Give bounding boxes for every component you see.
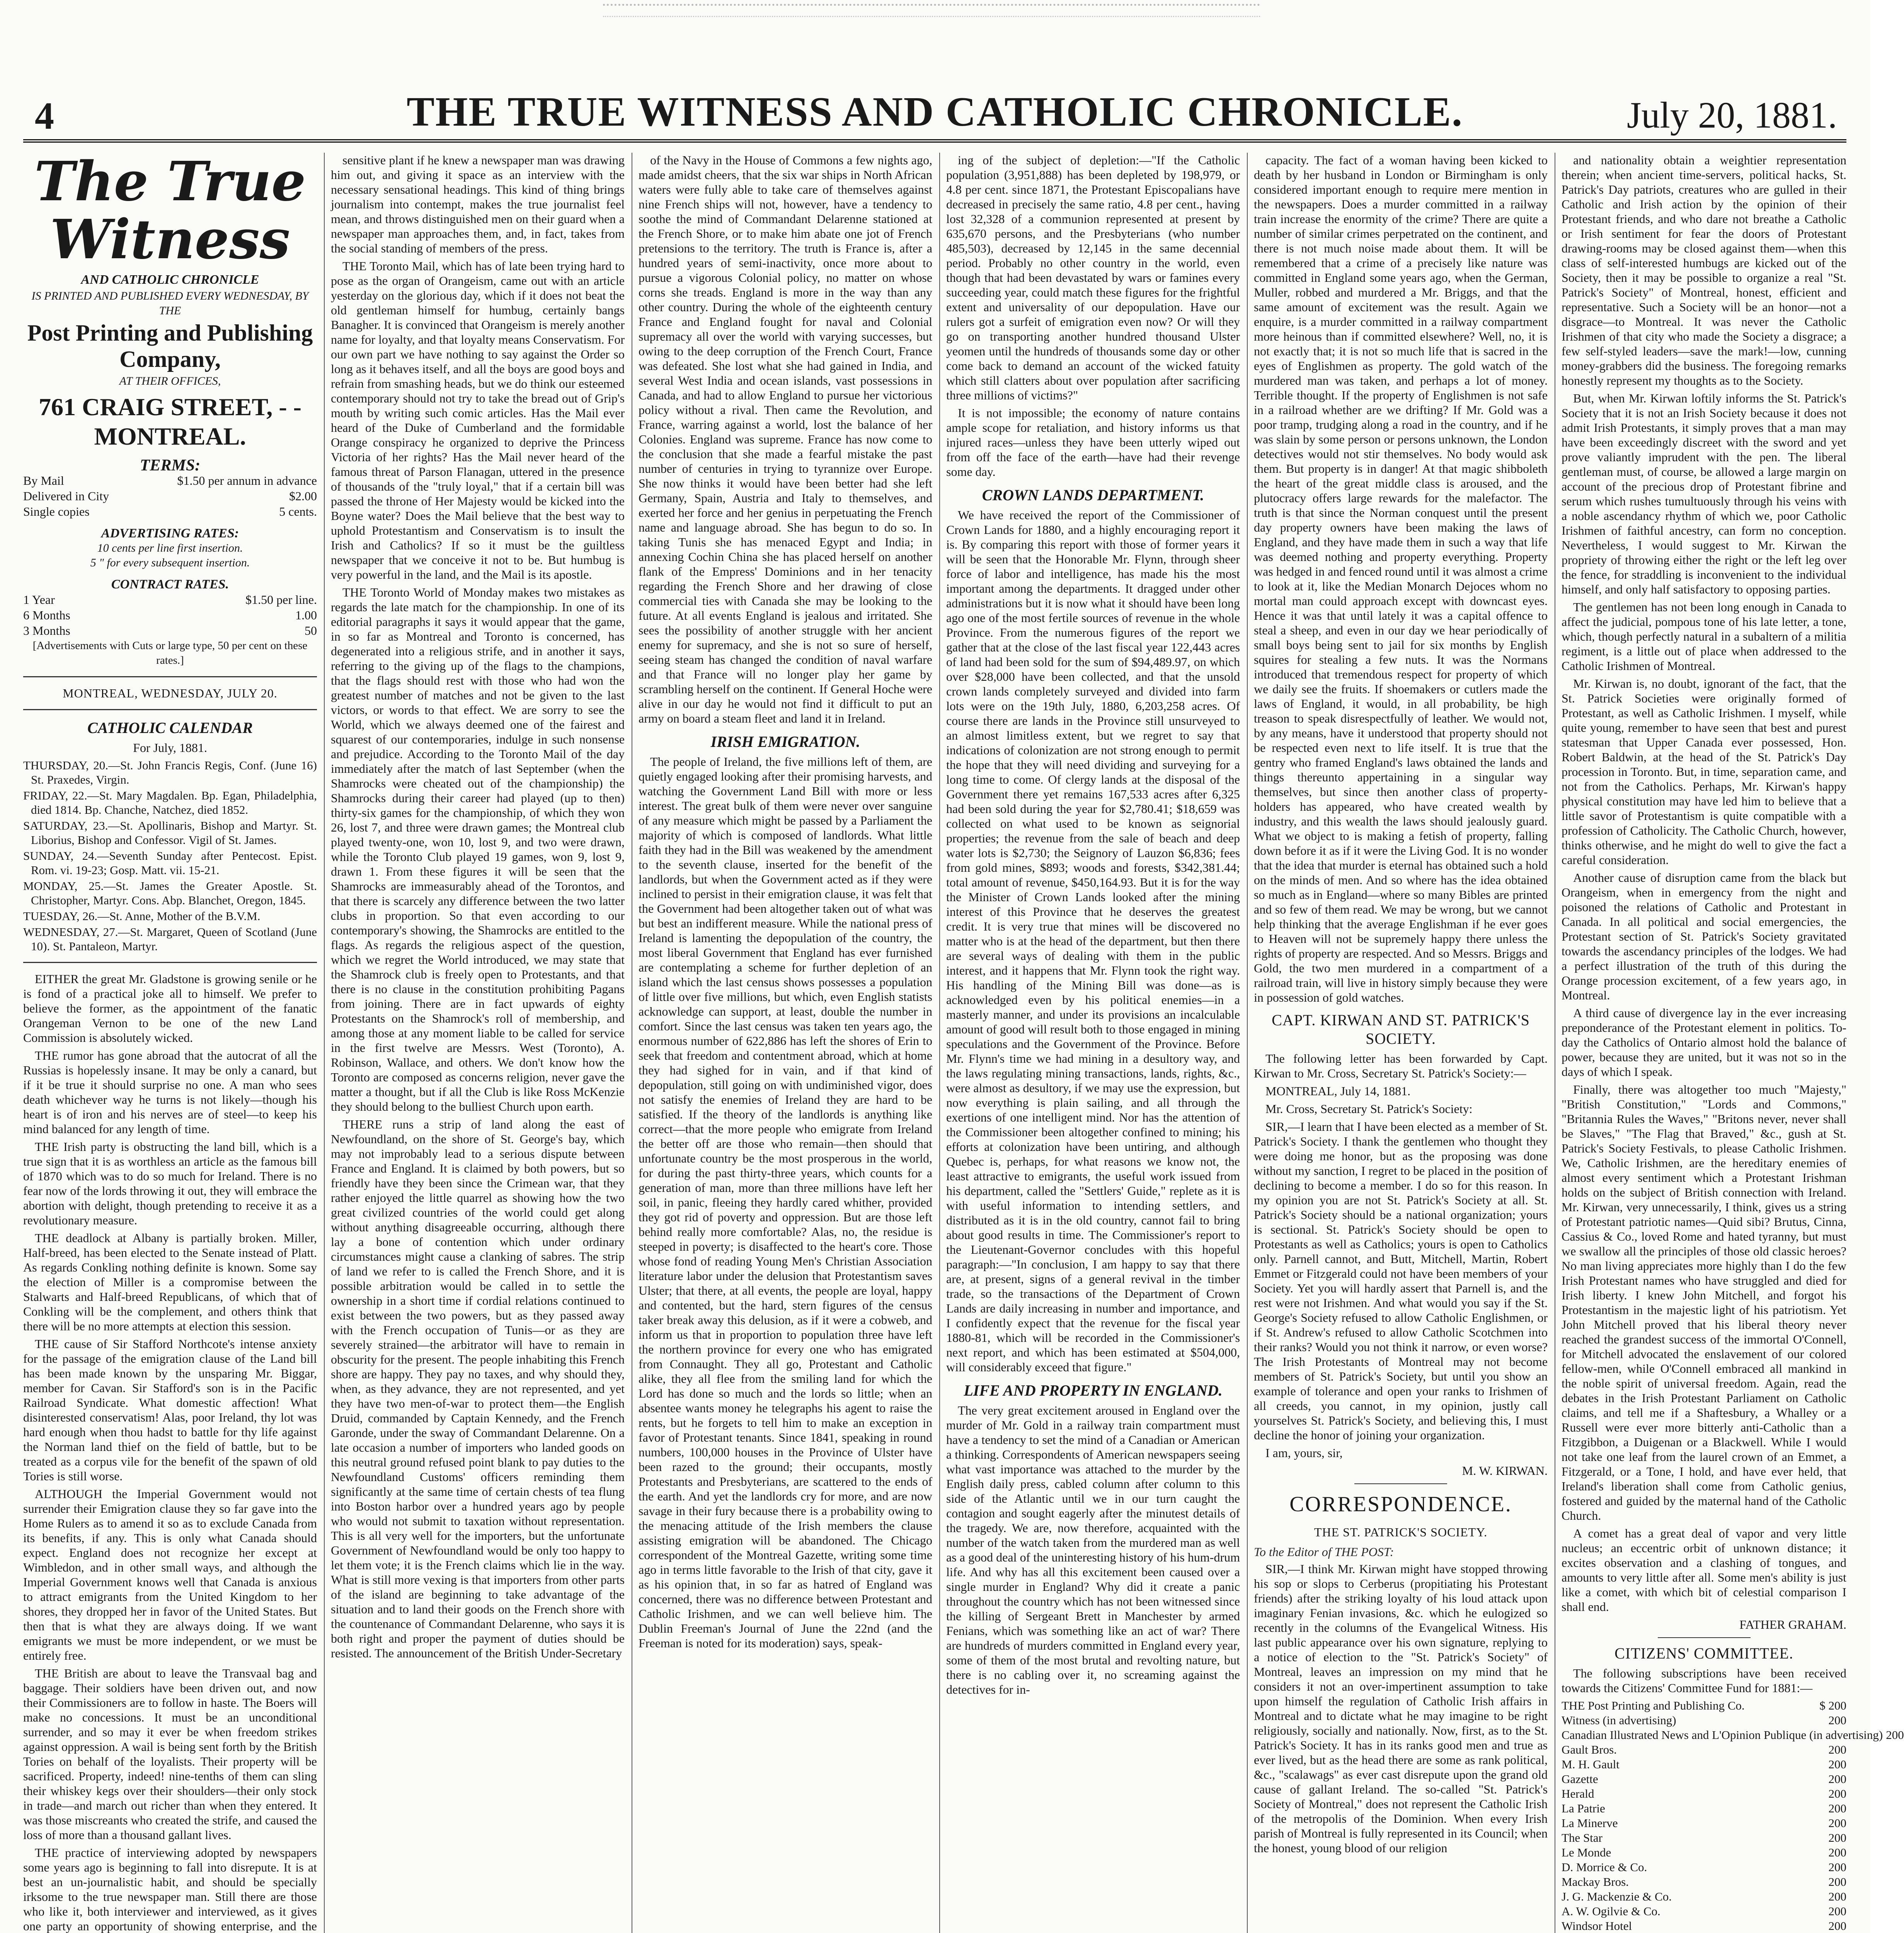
column-3-editorials [639,153,932,726]
subscription-row [1562,1772,1846,1786]
contract-row: 1 Year $1.50 per line. [23,593,317,607]
correspondence-subheading: THE ST. PATRICK'S SOCIETY. [1314,1525,1488,1539]
divider [23,962,317,963]
life-property-heading: LIFE AND PROPERTY IN ENGLAND. [964,1382,1223,1399]
kirwan-heading: CAPT. KIRWAN AND ST. PATRICK'S SOCIETY. [1272,1011,1530,1047]
paragraph: THERE runs a strip of land along the east of Newfoundland, on the shore of St. George's bay, which may not improbably lead to a serious dispute between France and England. It is claimed by both powers, but so friendly have they been since the Crimean war, that they rather enjoyed the little quarrel as showing how the two great civilized countries of the world could get along without anything disagreeable occurring, although there lay a bone of contention which under ordinary circumstances might cause a clanking of sabres. The strip of land we refer to is called the French Shore, and it is possible arbitration would be called in to settle the ownership in a short time if cordial relations continued to exist between the two powers, but as they passed away with the French occupation of Tunis—or as they are severely strained—the arbitrator will have to remain in obscurity for the present. The people inhabiting this French shore are happy. They pay no taxes, and why should they, when, as they advance, they are not represented, and yet they have two men-of-war to protect them—the English Druid, commanded by Captain Kennedy, and the French Garonde, under the sway of Commandant Delarenne. On a late occasion a number of importers who landed goods on this neutral ground refused point blank to pay duties to the Newfoundland Customs' officers reminding them significantly at the same time of certain chests of tea flung into Boston harbor over a hundred years ago by people who would not submit to taxation without representation. This is all very well for the importers, but the unfortunate Government of Newfoundland would be only too happy to let them vote; it is the French claims which lie in the way. What is still more vexing is that importers from other parts of the island are beginning to take advantage of the situation and to land their goods on the French shore with the countenance of Commandant Delarenne, who says it is both right and proper the payment of duties should be resisted. The announcement of the British Under-Secretary [331,1117,625,1660]
advertising-rate: 10 cents per line first insertion. [97,542,243,554]
paragraph: It is not impossible; the economy of nature contains ample scope for retaliation, and history informs us that injured races—unless they have been utterly wiped out from off the face of the earth—have had their revenge some day. [946,406,1240,479]
subscription-row [1562,1728,1904,1742]
correspondence-heading: CORRESPONDENCE. [1289,1492,1512,1516]
paragraph: THE deadlock at Albany is partially broken. Miller, Half-breed, has been elected to the Senate instead of Platt. As regards Conkling nothing definite is known. Some say the election of Miller is a compromise between the Stalwarts and Half-breed Republicans, of which that of Conkling will be the complement, and others think that there will be no more attempts at election this session. [23,1231,317,1333]
paragraph: capacity. The fact of a woman having been kicked to death by her husband in London or Birmingham is only considered important enough to require mere mention in the newspapers. Does a murder committed in a railway train increase the enormity of the crime? There are quite a number of similar crimes perpetrated on the continent, and there is not much noise made about them. It will be remembered that a crime of a precisely like nature was committed in England some years ago, when the German, Muller, robbed and murdered a Mr. Briggs, and that the same amount of excitement was the result. Again we enquire, is a murder committed in a railway compartment more heinous than if committed elsewhere? Well, no, it is not exactly that; it is not so much life that is sacred in the eyes of Englishmen as property. The gold watch of the murdered man was taken, and perhaps a lot of money. Terrible thought. If the property of Englishmen is not safe in a railroad whether are we drifting? If Mr. Gold was a poor tramp, trudging along a road in the country, and if he was slain by some person or persons unknown, the London detectives would not stir themselves. No body would ask them. But property is in danger! At that magic shibboleth the heart of the great middle class is aroused, and the plutocracy offers large rewards for the malefactor. The truth is that since the Norman conquest until the present day property owners have been making the laws of England, and they have made them in such a way that life was deemed nothing and property everything. Property was hedged in and fenced round until it was almost a crime to look at it, like the Median Monarch Dejoces whom no mortal man could approach except with downcast eyes. Hence it was that until lately it was a capital offence to steal a sheep, and even in our day we hear periodically of small boys being sent to jail for six months by English squires for stealing a few nuts. It was the Normans introduced that tremendous respect for property of which we daily see the fruits. If shoemakers or cutlers made the laws of England, it would, in all probability, be high treason to speak disrespectfully of leather. We would not, by any means, have it understood that property should not be respected even next to life itself. It is true that the gentry who framed England's laws obtained the lands and things thereunto appertaining in a singular way themselves, but since then another class of property-holders has appeared, who have created wealth by industry, and this wealth the laws should jealously guard. What we object to is making a fetish of property, falling down before it as if it were the Living God. It is no wonder that the idea that murder is eternal has obtained such a hold on the minds of men. And so where has the idea obtained so much as in England—where so many Bibles are printed and so few of them read. We may be wrong, but we cannot help thinking that the average Englishman if he ever goes to Heaven will not be supremely happy there unless the rights of property are respected. And so Messrs. Briggs and Gold, the two men murdered in a compartment of a railroad train, will live in history simply because they were in possession of gold watches. [1254,153,1548,1004]
subscriber-name: THE Post Printing and Publishing Co. [1562,1699,1745,1712]
subscription-row [1562,1919,1846,1933]
calendar-item: WEDNESDAY, 27.—St. Margaret, Queen of Scotland (June 10). St. Pantaleon, Martyr. [23,925,317,953]
masthead [23,77,1846,143]
advertising-rate: 5 " for every subsequent insertion. [90,556,250,569]
paragraph: MONTREAL, July 14, 1881. [1265,1084,1411,1098]
page-number: 4 [35,94,54,137]
paragraph: THE rumor has gone abroad that the autocrat of all the Russias is hopelessly insane. It may be only a canard, but if it be true it should surprise no one. A man who sees death whichever way he turns is not likely—though his heart is of iron and his nerves are of steel—to keep his mind balanced for any length of time. [23,1048,317,1136]
paragraph: The people of Ireland, the five millions left of them, are quietly engaged looking after their promising harvests, and watching the Government Land Bill with more or less interest. The great bulk of them were never over sanguine of any measure which might be passed by a Parliament the majority of which is composed of landlords. What little faith they had in the Bill was weakened by the amendment to the seventh clause, inserted for the benefit of the landlords, but when the Government acted as if they were inclined to persist in their emigration clause, it was felt that the Government had been altogether taken out of what was but best an indifferent measure. While the national press of Ireland is lamenting the depopulation of the country, the most liberal Government that England has ever furnished are contemplating a scheme for further depletion of an island which the last census shows possesses a population of little over five millions, but which, even English statists acknowledge can support, at least, double the number in comfort. Since the last census was taken ten years ago, the enormous number of 622,886 has left the shores of Erin to seek that freedom and contentment abroad, which at home they had sighed for in vain, and if that kind of depopulation, still going on with undiminished vigor, does not satisfy the enemies of Ireland they are hard to be satisfied. If the theory of the landlords is anything like correct—that the more people who emigrate from Ireland the better off are those who remain—then should that unfortunate country be the most prosperous in the world, for during the past thirty-three years, which counts for a generation of man, more than three millions have left her soil, in panic, fleeing they hardly cared whither, provided they got rid of poverty and oppression. But are those left behind really more comfortable? Alas, no, the residue is steeped in poverty; is disaffected to the heart's core. Those whose fond of reading Young Men's Christian Association literature labor under the delusion that Protestantism saves Ulster; that there, at all events, the people are loyal, happy and contented, but the hard, stern figures of the census taker break away this delusion, as if it were a cobweb, and inform us that in proportion to population three have left the northern province for every one who has emigrated from Connaught. They all go, Protestant and Catholic alike, they all flee from the smiling land for which the Lord has done so much and the lords so little; when an absentee wants money he telegraphs his agent to raise the rents, but he forgets to tell him to make an exception in favor of Protestant tenants. Since 1841, speaking in round numbers, 100,000 houses in the Province of Ulster have been razed to the ground; their occupants, mostly Protestants and Presbyterians, are scattered to the ends of the earth. And yet the landlords cry for more, and are now savage in their fury because there is a probability owing to the menacing attitude of the Irish members the clause assisting emigration will be abandoned. The Chicago correspondent of the Montreal Gazette, writing some time ago in terms little favorable to the Irish of that city, gave it as his opinion that, in so far as hatred of England was concerned, there was no difference between Protestant and Catholic Irishmen, and we can well believe him. The Dublin Freeman's Journal of June the 22nd (and the Freeman is noted for its moderation) says, speak- [639,755,932,1650]
irish-emigration-heading: IRISH EMIGRATION. [710,733,860,750]
crown-lands-heading: CROWN LANDS DEPARTMENT. [982,486,1204,504]
calendar-subtitle: For July, 1881. [133,741,207,755]
paragraph: I am, yours, sir, [1265,1446,1343,1460]
subscriber-name: Le Monde [1562,1846,1611,1859]
paragraph: The gentlemen has not been long enough in Canada to affect the judicial, pompous tone of his late letter, a tone, which, though perfectly natural in a subaltern of a militia regiment, is a little out of place when addressed to the Catholic Irishmen of Montreal. [1562,600,1846,673]
issue-date: July 20, 1881. [1626,94,1837,136]
subscription-row [1562,1875,1846,1889]
paragraph: THE Toronto Mail, which has of late been trying hard to pose as the organ of Orangeism, came out with an article yesterday on the glorious day, which if it does not beat the old gentleman himself for humbug, certainly bangs Banagher. It is convinced that Orangeism is merely another name for loyalty, and that loyalty means Conservatism. For our own part we have nothing to say against the Order so long as it behaves itself, and all the boys are good boys and refrain from smashing heads, but we do think our esteemed contemporary should not try to take the bread out of Grip's mouth by writing such comic articles. Has the Mail ever heard of the Duke of Cumberland and the formidable Orange conspiracy he organized to deprive the Princess Victoria of her rights? Has the Mail never heard of the famous threat of Parson Flanagan, uttered in the presence of thousands of the "truly loyal," that if a certain bill was passed the throne of Her Majesty would be kicked into the Boyne water? Does the Mail believe that the best way to uphold Protestantism and Conservatism is to insult the Irish and Catholics? If so it must be the guiltless newspaper that we conceive it not to be. But humbug is very powerful in the land, and the Mail is its apostle. [331,259,625,581]
column-rule [939,153,940,1933]
calendar-item: SATURDAY, 23.—St. Apollinaris, Bishop and Martyr. St. Liborius, Bishop and Confessor. Vigil of St. James. [23,819,317,847]
paragraph: of the Navy in the House of Commons a few nights ago, made amidst cheers, that the six war ships in North African waters were fully able to take care of themselves against nine French ships will not, however, have a tendency to soothe the mind of Commandant Delarenne stationed at the French Shore, or to make him abate one jot of French pretensions to the territory. The truth is France is, after a hundred years of semi-inactivity, once more about to pursue a vigorous Colonial policy, no matter on whose corns she treads. England is more in the way than any other country. During the whole of the eighteenth century France and England fought for naval and Colonial supremacy all over the world with varying successes, but owing to the deep corruption of the French Court, France was defeated. She lost what she had gained in India, and several West India and ocean islands, vast possessions in Canada, and had to allow England to pursue her victorious policy without a rival. Then came the Revolution, and France, warring against a world, lost the balance of her Colonies. England was supreme. France has now come to the conclusion that she made a fearful mistake the past number of centuries in trying to tyrannize over Europe. She now thinks it would have been better had she left Germany, Spain, Austria and Italy to themselves, and exerted her force and her genius in perpetuating the French name and language abroad. She has begun to do so. In taking Tunis she has menaced Egypt and India; in annexing Cochin China she has placed herself on another flank of the Empress' Dominions and in her tenacity regarding the French Shore and her drawing of close commercial ties with Canada she may be looking to the future. At all events England is jealous and irritated. She sees the possibility of another struggle with her ancient enemy for supremacy, and she is not so sure of herself, seeing steam has changed the condition of naval warfare and that France will no longer play her game by scrambling herself on the continent. If General Hoche were alive in our day he would not find it difficult to put an army on board a steam fleet and land it in Ireland. [639,153,932,725]
subscription-row [1562,1904,1846,1919]
paragraph: A third cause of divergence lay in the ever increasing preponderance of the Protestant element in politics. To-day the Catholics of Ontario almost hold the balance of power, because they are united, but it was not so in the days of which I speak. [1562,1006,1846,1079]
subscriber-name: Canadian Illustrated News and L'Opinion Publique (in advertising) [1562,1728,1883,1742]
paragraph: A comet has a great deal of vapor and very little nucleus; an eccentric orbit of unknown distance; it excites observation and a clashing of tongues, and amounts to very little after all. Some men's ability is just like a comet, with which bit of celestial comparison I shall end. [1562,1526,1846,1614]
paragraph: Mr. Kirwan is, no doubt, ignorant of the fact, that the St. Patrick Societies were originally formed of Protestant, as well as Catholic Irishmen. I myself, while quite young, remember to have seen that best and purest statesman that Upper Canada ever possessed, Hon. Robert Baldwin, at the head of the St. Patrick's Day procession in Toronto. But, in time, separation came, and not from the Catholics. Perhaps, Mr. Kirwan's happy physical constitution may have led him to believe that a little savor of Protestantism is quite compatible with a profession of Catholicity. The Catholic Church, however, thinks otherwise, and he might do well to give the fact a careful consideration. [1562,677,1846,867]
torn-edge-marks [603,4,1260,17]
subscription-amount: 200 [1828,1713,1846,1727]
subscription-amount: 200 [1828,1890,1846,1903]
contract-row: 6 Months 1.00 [23,608,317,622]
publisher-name: The True Witness [34,150,306,271]
correspondence-letter [1254,1561,1548,1855]
terms-row: Single copies 5 cents. [23,505,317,518]
terms-row: Delivered in City $2.00 [23,489,317,503]
column-rule [324,153,325,1933]
subscription-amount: 200 [1828,1919,1846,1933]
correspondence-salutation: To the Editor of THE POST: [1254,1545,1394,1559]
subscription-row [1562,1845,1846,1860]
subscription-row [1562,1698,1846,1713]
paragraph: ALTHOUGH the Imperial Government would not surrender their Emigration clause they so far gave into the Home Rulers as to amend it so as to exclude Canada from its benefits, if any. This is only what Canada should expect. England does not recognize her except at Wimbledon, and in other small ways, and although the Imperial Government knows well that Canada is anxious to attract emigrants from the United Kingdom to her shores, they dropped her in favor of the United States. But then that is what they are always doing. If we want emigrants we must be more independent, or we must be entirely free. [23,1487,317,1662]
correspondence-continued [1562,153,1846,1614]
calendar-title: CATHOLIC CALENDAR [87,719,253,736]
subscription-amount: 200 [1886,1728,1904,1742]
paragraph: Mr. Cross, Secretary St. Patrick's Society: [1265,1102,1473,1116]
paragraph: EITHER the great Mr. Gladstone is growing senile or he is fond of a practical joke all to himself. We prefer to believe the former, as the appointment of the fanatic Orangeman Vernon to be one of the new Land Commission is absolutely wicked. [23,972,317,1045]
subscription-row [1562,1757,1846,1772]
subscription-amount: 200 [1828,1816,1846,1830]
subscriber-name: La Patrie [1562,1802,1605,1815]
paragraph: Finally, there was altogether too much "Majesty," "British Constitution," "Lords and Commons," "Britannia Rules the Waves," "Britons never, never shall be Slaves," "The Flag that Braved," &c., gush at St. Patrick's Society Festivals, to please Catholic Irishmen. We, Catholic Irishmen, are the hereditary enemies of almost every sentiment which a Protestant Irishman holds on the subject of British connection with Ireland. Mr. Kirwan, very unnecessarily, I think, gives us a string of Protestant patriotic names—Quid sibi? Brutus, Cinna, Cassius & Co., loved Rome and hated tyranny, but must we swallow all the principles of those old classic heroes? No man living appreciates more highly than I do the few Irish Protestant names who have struggled and died for Irish liberty. I knew John Mitchell, and forgot his Protestantism in the majestic light of his patriotism. Yet John Mitchell proved that his liberal theory never reached the grandest success of the immortal O'Connell, for Mitchell advocated the enslavement of our colored fellow-men, while O'Connell embraced all mankind in the noble spirit of universal freedom. Again, read the debates in the Irish Protestant Parliament on Catholic claims, and tell me if a Shaftesbury, a Whalley or a Russell were ever more bitterly anti-Catholic than a Fitzgibbon, a Duigenan or a Blackwell. While I would not take one leaf from the laurel crown of an Emmet, a Fitzgerald, or a Tone, I hold, and have ever held, that Ireland's liberation shall come from Catholic genius, fostered and guided by the maternal hand of the Catholic Church. [1562,1082,1846,1522]
subscriber-name: Gault Bros. [1562,1743,1617,1756]
kirwan-letter [1254,1051,1548,1460]
subscriber-name: Windsor Hotel [1562,1919,1632,1933]
life-property-article [946,1403,1240,1697]
subscription-amount: 200 [1828,1904,1846,1918]
paragraph: THE British are about to leave the Transvaal bag and baggage. Their soldiers have been driven out, and now their Commissioners are to follow in haste. The Boers will make no concessions. It must be an unconditional surrender, and so may it ever be when freedom strikes against oppression. A wail is being sent forth by the British Tories on behalf of the loyalists. Their property will be sacrificed. Property, indeed! nine-tenths of them can sling their whiskey kegs over their shoulders—their only stock in trade—and march out richer than when they entered. It was those miscreants who created the strife, and caused the loss of more than a thousand gallant lives. [23,1666,317,1842]
citizens-committee-heading: CITIZENS' COMMITTEE. [1614,1645,1793,1662]
columns-area [23,150,1904,1933]
subscription-amount: 200 [1828,1757,1846,1771]
column-3 [639,153,932,1933]
subscriber-name: The Star [1562,1831,1603,1844]
life-property-continued [1254,153,1548,1005]
offices-line: AT THEIR OFFICES, [119,375,221,387]
divider [23,676,317,677]
paragraph: We have received the report of the Commissioner of Crown Lands for 1880, and a highly encouraging report it is. By comparing this report with those of former years it will be seen that the Honorable Mr. Flynn, through sheer force of labor and intelligence, has made his the most important among the departments. It dragged under other administrations but it is now what it should have been long ago one of the most fertile sources of revenue in the whole Province. From the numerous figures of the report we gather that at the close of the last fiscal year 122,443 acres of land had been sold for the sum of $94,489.97, on which over $28,000 have been collected, and that the unsold crown lands completely surveyed and divided into farm lots were on the 19th July, 1880, 6,203,258 acres. Of course there are lands in the Province still unsurveyed to an almost limitless extent, but we regret to say that indications of colonization are not strong enough to permit the hope that they will need dividing and surveying for a long time to come. Of clergy lands at the disposal of the Government there yet remains 167,533 acres after 6,325 had been sold during the year for $2,780.41; $18,659 was collected on what used to be known as seignorial properties; the revenue from the sale of beach and deep water lots is $2,730; the Seignory of Lauzon $6,836; fees from gold mines, $893; woods and forests, $342,381.44; total amount of revenue, $450,164.93. But it is for the way the Minister of Crown Lands looked after the mining interest of this Province that he deserves the greatest credit. It is very true that mines will be discovered no matter who is at the head of the department, but then there are several ways of dealing with them in the public interest, and it happens that Mr. Flynn took the right way. His handling of the Mining Bill was done—as is acknowledged even by his political enemies—in a masterly manner, and under its provisions an incalculable amount of good will result both to those engaged in mining speculations and the Government of the Province. Before Mr. Flynn's time we had mining in a desultory way, and the laws regulating mining transactions, lands, rights, &c., were almost as desultory, if we may use the expression, but now everything is plain sailing, and all through the exertions of one intelligent mind. Nor has the attention of the Commissioner been altogether confined to mining; his efforts at colonization have been untiring, and although Quebec is, perhaps, for what reasons we know not, the least attractive to emigrants, the useful work issued from his department, called the "Settlers' Guide," replete as it is with useful information to intending settlers, and distributed as it is in the old country, cannot fail to bring about good results in time. The Commissioner's report to the Lieutenant-Governor concludes with this hopeful paragraph:—"In conclusion, I am happy to say that there are, at present, signs of a general revival in the timber trade, so the transactions of the Department of Crown Lands are daily increasing in number and importance, and I confidently expect that the revenue for the fiscal year 1880-81, which will be recorded in the Commissioner's next report, and which has been estimated at $504,000, will considerably exceed that figure." [946,508,1240,1374]
calendar-item: FRIDAY, 22.—St. Mary Magdalen. Bp. Egan, Philadelphia, died 1814. Bp. Chanche, Natchez, died 1852. [23,789,317,816]
paragraph: SIR,—I learn that I have been elected as a member of St. Patrick's Society. I thank the gentlemen who thought they were doing me honor, but as the proposing was done without my sanction, I regret to be placed in the position of declining to become a member. I do so for this reason. In my opinion you are not St. Patrick's Society at all. St. Patrick's Society should be a national organization; yours is sectional. St. Patrick's Society should be open to Protestants as well as Catholics; yours is open to Catholics only. Parnell cannot, and Butt, Mitchell, Martin, Robert Emmet or Fitzgerald could not have been members of your Society. Yet you will hardly assert that Parnell is, and the rest were not Irishmen. And what would you say if the St. George's Society refused to allow Catholic Englishmen, or if St. Andrew's refused to allow Catholic Scotchmen into their ranks? Would you not think it narrow, or even worse? The Irish Protestants of Montreal may not become members of St. Patrick's Society, but until you show an example of tolerance and open your ranks to Irishmen of all creeds, you cannot, in my opinion, justly call yourselves St. Patrick's Society, and believing this, I must decline the honor of joining your organization. [1254,1120,1548,1442]
advertising-title: ADVERTISING RATES: [101,526,239,540]
column-5 [1254,153,1548,1933]
paragraph: ing of the subject of depletion:—"If the Catholic population (3,951,888) has been depleted by 198,979, or 4.8 per cent. since 1871, the Protestant Episcopalians have decreased in precisely the same ratio, 4.8 per cent., having lost 32,328 of a communion represented at present by 635,670 persons, and the Presbyterians (who number 485,503), decreased by 12,145 in the same decennial period. Probably no other country in the world, even though that had been devastated by wars or famines every succeeding year, could match these figures for the frightful extent and universality of our depopulation. Have our rulers got a surfeit of emigration even now? Or will they go on transporting another hundred thousand Ulster yeomen until the hundreds of thousands some day or other come back to demand an account of the wicked fatuity which still clatters about over population after sacrificing three millions of victims?" [946,153,1240,402]
subscription-amount: 200 [1828,1787,1846,1800]
subscription-amount: 200 [1828,1831,1846,1844]
subscription-row [1562,1742,1846,1757]
subscriber-name: La Minerve [1562,1816,1618,1830]
calendar-item: MONDAY, 25.—St. James the Greater Apostle. St. Christopher, Martyr. Cons. Abp. Blanchet, Oregon, 1845. [23,879,317,907]
company-name: Post Printing and Publishing Company, [27,320,313,372]
subscriber-name: A. W. Ogilvie & Co. [1562,1904,1660,1918]
subscription-row [1562,1831,1846,1845]
terms-title: TERMS: [140,457,201,474]
subscription-amount: 200 [1828,1875,1846,1889]
subscriber-name: Herald [1562,1787,1594,1800]
paragraph: THE cause of Sir Stafford Northcote's intense anxiety for the passage of the emigration clause of the Land bill has been made known by the unsparing Mr. Biggar, member for Cavan. Sir Stafford's son is in the Pacific Railroad Syndicate. What domestic affection! What disinterested conservatism! Alas, poor Ireland, thy lot was hard enough when thou hadst to battle for thy life against the Norman land thief on the field of battle, but to be treated as a corpus vile for the benefit of the spawn of old Tories is still worse. [23,1337,317,1483]
subscription-row [1562,1860,1846,1875]
subscription-amount: 200 [1828,1860,1846,1874]
subscription-amount: $ 200 [1819,1699,1846,1712]
contract-title: CONTRACT RATES. [111,577,229,591]
paragraph: THE practice of interviewing adopted by newspapers some years ago is beginning to fall into disrepute. It is at best an un-journalistic habit, and should be specially irksome to the true newspaper man. Still there are those who like it, both interviewer and interviewed, as it gives one party an opportunity of showing enterprise, and the [23,1846,317,1933]
dateline: MONTREAL, WEDNESDAY, JULY 20. [63,686,278,700]
column-rule [1247,153,1248,1933]
paragraph: Another cause of disruption came from the black but Orangeism, when in emergency from the night and poisoned the relations of Catholic and Protestant in Canada. In all political and social emergencies, the Protestant section of St. Patrick's Society gravitated towards the ascendancy principles of the lodges. We had a perfect illustration of the truth of this during the Orange procession excitement, of a few years ago, in Montreal. [1562,871,1846,1002]
subscription-amount: 200 [1828,1743,1846,1756]
irish-emigration-continued [946,153,1240,479]
calendar-list [23,758,317,953]
subscriber-name: M. H. Gault [1562,1757,1620,1771]
subscription-row [1562,1889,1846,1904]
office-address: 761 CRAIG STREET, - - MONTREAL. [39,393,301,450]
paragraph: But, when Mr. Kirwan loftily informs the St. Patrick's Society that it is not an Irish Society because it does not admit Irish Protestants, it simply proves that a man may have been exceedingly discreet with the sword and yet prove valiantly imprudent with the pen. The liberal gentleman must, of course, be allowed a large margin on account of the precious drop of Protestant fibrine and serum which rushes tumultuously through his veins with a noble ascendancy rhythm of which we, poor Catholic Irishmen of faithful ancestry, can form no conception. Nevertheless, I would suggest to Mr. Kirwan the propriety of throwing either the right or the left leg over the fence, for straddling is inconvenient to the individual himself, and only half satisfactory to opposing parties. [1562,391,1846,596]
subscriber-name: D. Morrice & Co. [1562,1860,1647,1874]
publisher-subtitle: AND CATHOLIC CHRONICLE [81,273,259,287]
paragraph: and nationality obtain a weightier representation therein; when ancient time-servers, political hacks, St. Patrick's Day patriots, creatures who are gulled in their Catholic and Irish action by the opinion of their Protestant friends, and who dare not breathe a Catholic or Irish sentiment for fear the doors of Protestant drawing-rooms may be closed against them—when this class of self-interested humbugs are kicked out of the Society, then it may be possible to organize a real "St. Patrick's Society" of Montreal, honest, efficient and representative. Such a Society will be an honor—not a disgrace—to Montreal. It was never the Catholic Irishmen of that city who made the Society a disgrace; a few self-styled leaders—save the mark!—low, cunning money-grabbers did the business. The foregoing remarks honestly represent my thoughts as to the Society. [1562,153,1846,387]
irish-emigration-article [639,754,932,1650]
column-2-editorials [331,153,625,1660]
paragraph: sensitive plant if he knew a newspaper man was drawing him out, and giving it space as an interview with the necessary sensational headings. This kind of thing brings journalism into contempt, makes the true journalist feel mean, and throws distinguished men on their guard when a newspaper man approaches them, and, in fact, takes from the social standing of members of the press. [331,153,625,255]
subscription-row [1562,1786,1846,1801]
divider [23,709,317,710]
divider [1658,1637,1751,1638]
kirwan-signature: M. W. KIRWAN. [1462,1464,1548,1478]
printed-line: IS PRINTED AND PUBLISHED EVERY WEDNESDAY, BY THE [31,290,309,317]
terms-row: By Mail $1.50 per annum in advance [23,474,317,488]
paragraph: The following letter has been forwarded by Capt. Kirwan to Mr. Cross, Secretary St. Patrick's Society:— [1254,1052,1548,1080]
contract-row: 3 Months 50 [23,624,317,638]
paragraph: SIR,—I think Mr. Kirwan might have stopped throwing his sop or slops to Cerberus (propitiating his Protestant friends) after the striking loyalty of his loud attack upon imaginary Fenian invasions, &c. which he eulogized so recently in the columns of the Evangelical Witness. His last public appearance over his own signature, replying to a notice of election to the "St. Patrick's Society" of Montreal, leaves an impression on my mind that he considers it not an over-impertinent assumption to take upon himself the regulation of Catholic Irish affairs in Montreal and to dictate what he may imagine to be right religiously, socially and nationally. Now, first, as to the St. Patrick's Society. It has in its ranks good men and true as ever lived, but as the head there are some as rank political, &c., "scalawags" as ever cast disrepute upon the grand old cause of gallant Ireland. The so-called "St. Patrick's Society of Montreal," does not represent the Catholic Irish of the metropolis of the Dominion. When every Irish parish of Montreal is fully represented in its Council; when the honest, young blood of our religion [1254,1562,1548,1855]
calendar-item: TUESDAY, 26.—St. Anne, Mother of the B.V.M. [23,909,261,923]
newspaper-title: THE TRUE WITNESS AND CATHOLIC CHRONICLE. [407,89,1463,135]
column-1 [23,150,317,1933]
graham-signature: FATHER GRAHAM. [1739,1618,1846,1631]
subscriber-name: J. G. Mackenzie & Co. [1562,1890,1672,1903]
column-6 [1562,153,1904,1933]
subscription-list [1562,1698,1904,1933]
paragraph: The very great excitement aroused in England over the murder of Mr. Gold in a railway train compartment must have a tendency to set the mind of a Canadian or American a thinking. Correspondents of American newspapers seeing what vast importance was attached to the murder by the English daily press, cabled column after column to this side of the Atlantic until we in our turn caught the contagion and sought eagerly after the minutest details of the tragedy. We are, now therefore, acquainted with the number of the watch taken from the murdered man as well as a good deal of the uninteresting history of his hum-drum life. And why has all this excitement been caused over a single murder in England? Why did it create a panic throughout the country which has not been witnessed since the killing of Sergeant Brett in Manchester by armed Fenians, which was something like an act of war? There are hundreds of murders committed in England every year, some of them of the most brutal and revolting nature, but there is no cabling over it, no screaming against the detectives for in- [946,1403,1240,1696]
divider [1354,1483,1447,1484]
paragraph: THE Toronto World of Monday makes two mistakes as regards the late match for the championship. In one of its editorial paragraphs it says it would appear that the game, in so far as Montreal and Toronto is concerned, has degenerated into a religious strife, and in another it says, referring to the giving up of the flags to the champions, that the flags should rest with those who had won the greatest number of matches and not be given to the last victors, or words to that effect. We are sorry to see the World, which we always deemed one of the fairest and squarest of our contemporaries, indulge in such nonsense and prejudice. According to the Toronto Mail of the day immediately after the match of last September (when the Shamrocks were cheated out of the championship) the Shamrocks during their career had played (up to then) thirty-six games for the championship, of which they won 26, lost 7, and three were drawn games; the Montreal club played twenty-one, won 10, lost 9, and two were drawn, while the Toronto Club played 19 games, won 9, lost 9, drawn 1. From these figures it will be seen that the Shamrocks are immeasurably ahead of the Torontos, and that there is scarcely any difference between the two latter clubs in proportion. So that even according to our contemporary's showing, the Shamrocks are entitled to the flags. As regards the religious aspect of the question, which we regret the World introduced, we may state that the Shamrock club is freely open to Protestants, and that there is no clause in the constitution prohibiting Pagans from joining. There are in fact upwards of eighty Protestants on the Shamrock's roll of membership, and among those at any moment liable to be called for service in the first twelve are Messrs. West (Toronto), A. Robinson, Wallace, and others. We don't know how the Toronto are composed as concerns religion, never gave the matter a thought, but if all the Club is like Ross McKenzie they should belong to the bulliest Church upon earth. [331,585,625,1113]
calendar-item: SUNDAY, 24.—Seventh Sunday after Pentecost. Epist. Rom. vi. 19-23; Gosp. Matt. vii. 15-21. [23,849,317,877]
paragraph: THE Irish party is obstructing the land bill, which is a true sign that it is as worthless an article as the famous bill of 1870 which was to do so much for Ireland. There is no fear now of the lords throwing it out, they will embrace the abortion with delight, though pretending to receive it as a revolutionary measure. [23,1140,317,1227]
citizens-committee-intro: The following subscriptions have been received towards the Citizens' Committee Fund for 1881:— [1562,1666,1846,1695]
subscription-amount: 200 [1828,1772,1846,1786]
subscription-row [1562,1801,1846,1816]
subscriber-name: Gazette [1562,1772,1598,1786]
subscription-row [1562,1816,1846,1831]
column-1-editorials [23,972,317,1933]
contract-note: [Advertisements with Cuts or large type, 50 per cent on these rates.] [32,639,308,666]
subscriber-name: Mackay Bros. [1562,1875,1629,1889]
subscription-amount: 200 [1828,1846,1846,1859]
subscriber-name: Witness (in advertising) [1562,1713,1676,1727]
calendar-item: THURSDAY, 20.—St. John Francis Regis, Conf. (June 16) St. Praxedes, Virgin. [23,759,317,786]
column-4 [946,153,1240,1933]
column-2 [331,153,625,1933]
crown-lands-article [946,508,1240,1374]
subscription-row [1562,1713,1846,1728]
subscription-amount: 200 [1828,1802,1846,1815]
